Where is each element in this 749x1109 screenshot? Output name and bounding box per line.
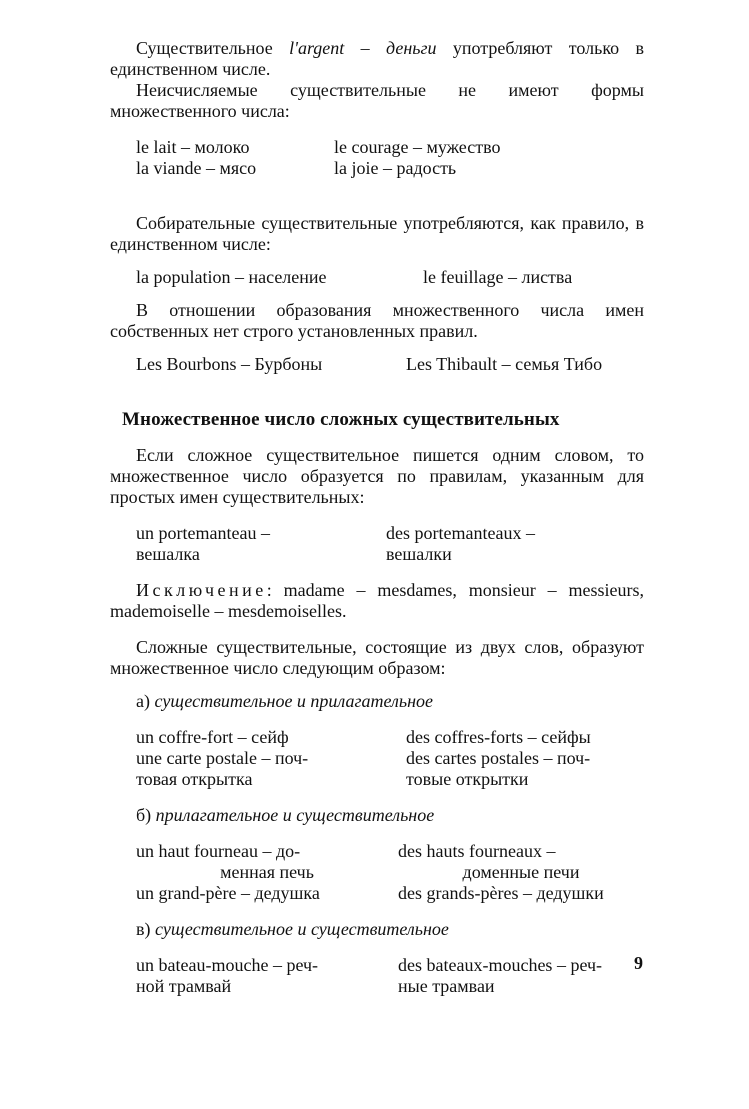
example-portemanteau bbox=[136, 523, 644, 565]
example-adjective-noun bbox=[136, 841, 644, 904]
example-item: la population – население bbox=[136, 267, 327, 287]
example-item: la viande – мясо bbox=[136, 158, 257, 178]
example-collective bbox=[136, 267, 644, 288]
example-item: le feuillage – листва bbox=[423, 267, 573, 287]
example-item: менная печь bbox=[220, 862, 314, 882]
subsection-title: существительное и прилагательное bbox=[154, 691, 434, 711]
example-item: la joie – радость bbox=[334, 158, 457, 178]
subsection-letter: б) bbox=[136, 805, 156, 825]
example-item: des coffres-forts – сейфы bbox=[406, 727, 591, 747]
section-heading: Множественное число сложных существительных bbox=[122, 409, 560, 430]
page-number: 9 bbox=[634, 953, 643, 973]
example-item: un portemanteau – bbox=[136, 523, 270, 543]
term-argent: l'argent – деньги bbox=[289, 38, 437, 58]
paragraph-argent bbox=[110, 38, 644, 80]
paragraph-proper-names: В отношении образования множественного числа имен собственных нет строго установленных правил. bbox=[110, 300, 644, 341]
example-item: Les Thibault – семья Тибо bbox=[406, 354, 603, 374]
subsection-letter: а) bbox=[136, 691, 155, 711]
subsection-b bbox=[136, 805, 644, 826]
example-item: вешалки bbox=[386, 544, 452, 564]
example-item: des hauts fourneaux – bbox=[398, 841, 556, 861]
exception-label: Исключение bbox=[136, 580, 267, 600]
example-item: ной трамвай bbox=[136, 976, 232, 996]
example-item: le courage – мужество bbox=[334, 137, 501, 157]
subsection-c bbox=[136, 919, 644, 940]
example-item: вешалка bbox=[136, 544, 200, 564]
text-run: Существительное bbox=[136, 38, 290, 58]
example-item: le lait – молоко bbox=[136, 137, 250, 157]
example-item: Les Bourbons – Бурбоны bbox=[136, 354, 323, 374]
subsection-title: существительное и существительное bbox=[155, 919, 449, 939]
text-run: употребляют только в единственном числе. bbox=[110, 38, 645, 79]
example-item: un haut fourneau – до- bbox=[136, 841, 301, 861]
example-item: ные трамваи bbox=[398, 976, 495, 996]
paragraph-uncountable: Неисчисляемые существительные не имеют формы множественного числа: bbox=[110, 80, 644, 121]
example-item: des bateaux-mouches – реч- bbox=[398, 955, 603, 975]
paragraph-exception bbox=[110, 580, 644, 622]
example-noun-adjective bbox=[136, 727, 644, 790]
paragraph-compound-one-word: Если сложное существительное пишется одним словом, то множественное число образуется по правилам, указанным для простых имен существительных: bbox=[110, 445, 644, 507]
example-item: доменные печи bbox=[462, 862, 580, 882]
example-proper-names bbox=[136, 354, 644, 375]
example-item: un grand-père – дедушка bbox=[136, 883, 320, 903]
example-item: товые открытки bbox=[406, 769, 529, 789]
subsection-letter: в) bbox=[136, 919, 155, 939]
example-item: une carte postale – поч- bbox=[136, 748, 309, 768]
subsection-title: прилагательное и существительное bbox=[155, 805, 435, 825]
example-item: des grands-pères – дедушки bbox=[398, 883, 604, 903]
example-item: un coffre-fort – сейф bbox=[136, 727, 289, 747]
example-noun-noun bbox=[136, 955, 644, 997]
page-body bbox=[110, 38, 644, 997]
example-item: товая открытка bbox=[136, 769, 253, 789]
example-item: des cartes postales – поч- bbox=[406, 748, 591, 768]
paragraph-collective: Собирательные существительные употребляются, как правило, в единственном числе: bbox=[110, 213, 644, 254]
text-run: : madame – mesdames, monsieur – messieurs, mademoiselle – mesdemoiselles. bbox=[110, 580, 644, 621]
paragraph-two-words: Сложные существительные, состоящие из двух слов, образуют множественное число следующим образом: bbox=[110, 637, 644, 678]
example-item: des portemanteaux – bbox=[386, 523, 535, 543]
example-uncountable bbox=[136, 137, 644, 179]
subsection-a bbox=[136, 691, 644, 712]
example-item: un bateau-mouche – реч- bbox=[136, 955, 319, 975]
